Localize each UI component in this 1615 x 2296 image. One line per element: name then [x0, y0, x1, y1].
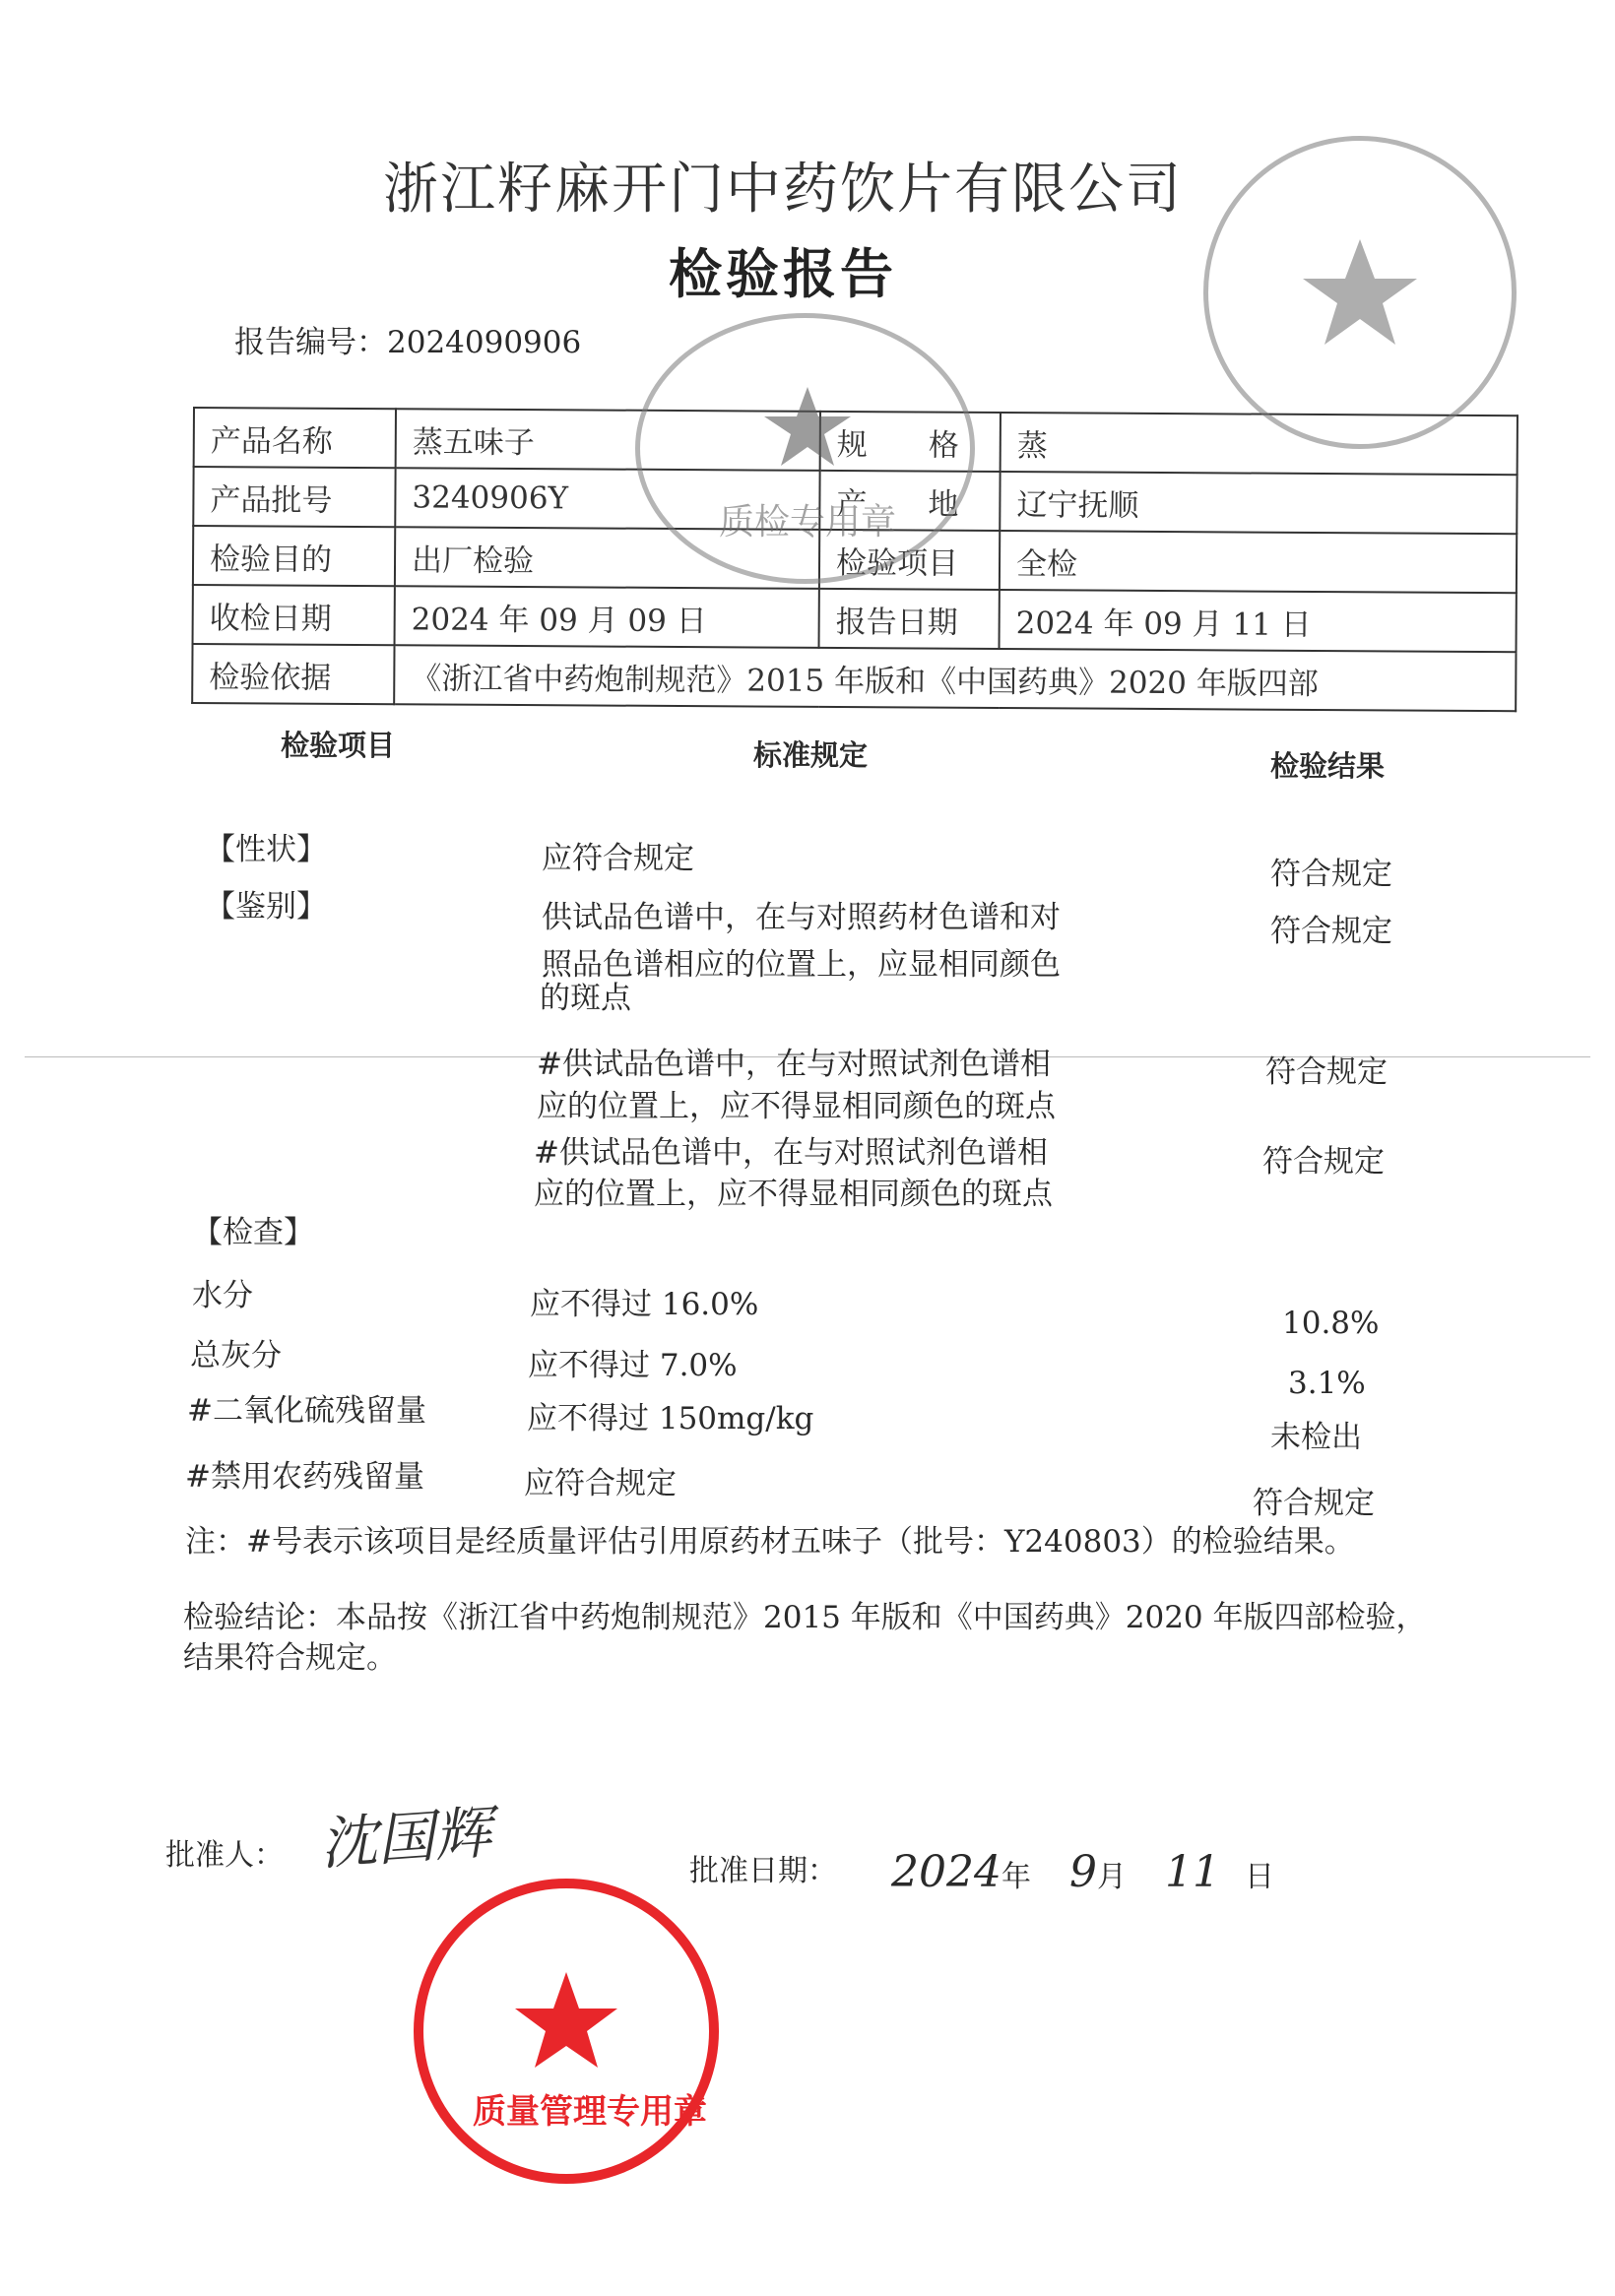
approver-signature: 沈国辉 [317, 1799, 494, 1878]
standard-line: 照品色谱相应的位置上，应显相同颜色 [542, 947, 1061, 983]
label: 收检日期 [193, 585, 395, 645]
red-quality-seal [414, 1879, 719, 2184]
label: 产品名称 [194, 408, 396, 468]
label: 检验依据 [192, 644, 394, 704]
check-result: 未检出 [1270, 1420, 1362, 1455]
conclusion-line: 结果符合规定。 [183, 1640, 397, 1676]
check-item: #禁用农药残留量 [185, 1459, 424, 1495]
result: 符合规定 [1270, 914, 1392, 949]
standard: 应符合规定 [542, 841, 694, 876]
col-header-result: 检验结果 [1270, 749, 1386, 783]
standard-line: 应的位置上，应不得显相同颜色的斑点 [534, 1177, 1053, 1212]
standard-line: 应的位置上，应不得显相同颜色的斑点 [537, 1089, 1056, 1124]
standard-line: #供试品色谱中，在与对照试剂色谱相 [534, 1135, 1048, 1171]
test-items: 全检 [1000, 531, 1517, 593]
report-date: 2024 年 09 月 11 日 [1000, 590, 1517, 652]
check-standard: 应不得过 150mg/kg [527, 1401, 814, 1436]
check-result: 3.1% [1288, 1366, 1366, 1401]
label: 产 地 [819, 471, 1000, 531]
label: 检验目的 [193, 526, 395, 586]
month-unit: 月 [1096, 1860, 1127, 1894]
note: 注：#号表示该项目是经质量评估引用原药材五味子（批号：Y240803）的检验结果。 [185, 1524, 1355, 1560]
check-standard: 应不得过 16.0% [530, 1287, 759, 1322]
purpose: 出厂检验 [395, 527, 819, 589]
check-standard: 应不得过 7.0% [528, 1348, 738, 1383]
label: 检验项目 [819, 530, 1000, 590]
label: 规 格 [820, 412, 1001, 472]
standard-line: 的斑点 [540, 981, 631, 1016]
year-unit: 年 [1001, 1860, 1031, 1894]
check-standard: 应符合规定 [524, 1466, 677, 1501]
check-result: 10.8% [1282, 1306, 1380, 1341]
report-title: 检验报告 [669, 243, 897, 305]
receive-date: 2024 年 09 月 09 日 [395, 586, 819, 648]
conclusion-line: 检验结论：本品按《浙江省中药炮制规范》2015 年版和《中国药典》2020 年版四部检验， [183, 1600, 1427, 1635]
approve-day: 11 [1164, 1847, 1220, 1897]
check-item: 总灰分 [190, 1338, 282, 1373]
qc-seal-text: 质检专用章 [719, 502, 897, 542]
col-header-standard: 标准规定 [753, 738, 869, 772]
company-seal [1203, 136, 1517, 449]
approve-month: 9 [1068, 1847, 1097, 1897]
approver-label: 批准人： [165, 1838, 284, 1873]
section-jianbie: 【鉴别】 [205, 889, 327, 925]
qc-seal [635, 313, 975, 584]
product-name: 蒸五味子 [396, 409, 820, 471]
spec: 蒸 [1001, 413, 1518, 475]
report-number-label: 报告编号： [234, 325, 387, 360]
batch-number: 3240906Y [395, 468, 819, 530]
origin: 辽宁抚顺 [1000, 472, 1517, 534]
result: 符合规定 [1262, 1144, 1385, 1180]
result: 符合规定 [1265, 1054, 1388, 1090]
standard-line: 供试品色谱中，在与对照药材色谱和对 [542, 900, 1061, 935]
report-number [234, 325, 582, 360]
label: 报告日期 [819, 589, 1000, 649]
approve-date [891, 1847, 1274, 1897]
section-xingzhuang: 【性状】 [205, 832, 327, 867]
approve-year: 2024 [891, 1847, 1001, 1897]
col-header-item: 检验项目 [281, 729, 396, 762]
report-number-value: 2024090906 [387, 325, 582, 360]
standard-line: #供试品色谱中，在与对照试剂色谱相 [537, 1047, 1051, 1082]
check-result: 符合规定 [1253, 1486, 1375, 1521]
red-seal-subtext: 质量管理专用章 [473, 2092, 707, 2132]
check-item: 水分 [192, 1278, 253, 1313]
basis: 《浙江省中药炮制规范》2015 年版和《中国药典》2020 年版四部 [394, 645, 1516, 711]
approve-date-label: 批准日期： [689, 1854, 837, 1888]
label: 产品批号 [193, 467, 395, 527]
check-item: #二氧化硫残留量 [187, 1393, 426, 1429]
day-unit: 日 [1244, 1860, 1274, 1894]
section-jiancha: 【检查】 [192, 1215, 314, 1250]
company-name: 浙江籽麻开门中药饮片有限公司 [383, 158, 1183, 222]
result: 符合规定 [1270, 857, 1392, 892]
